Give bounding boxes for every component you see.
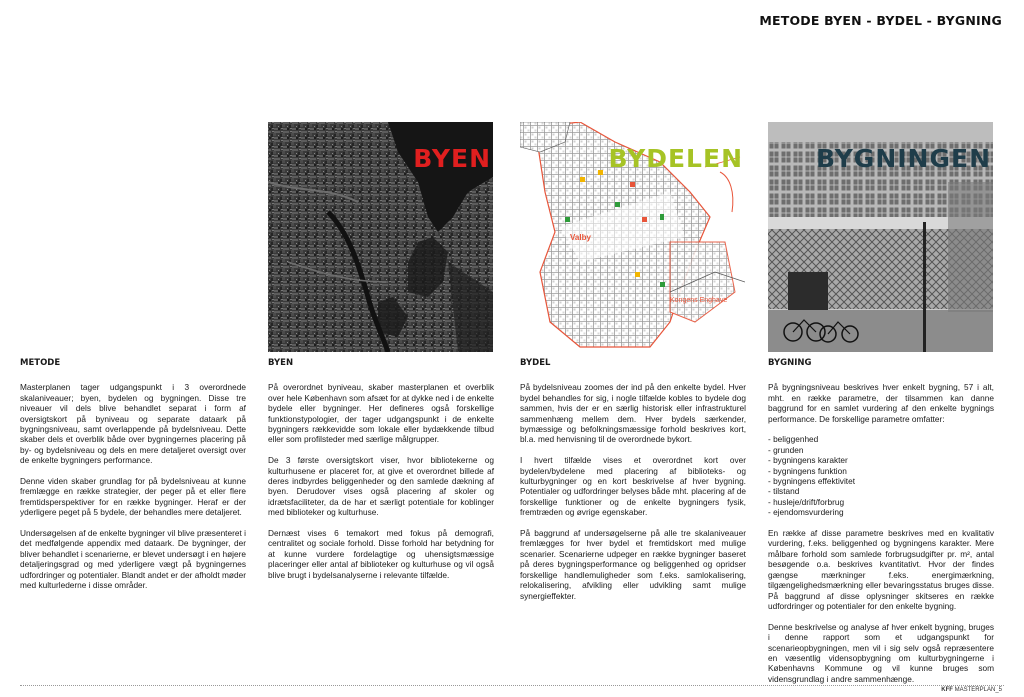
bydel-paragraph: På baggrund af undersøgelserne på alle tre skalaniveauer fremlægges for hver bydel et fremtidskort med mulige scenarier. Scenarierne udpeger en række bygninger baseret på deres bygningsperformance og beliggenhed og opridser forskellige handlemuligheder som f.eks. samlokalisering, relokalisering, afvikling eller udvikling samt mulige synergieffekter. xyxy=(520,528,746,601)
bydel-column xyxy=(520,358,746,611)
byen-heading: BYEN xyxy=(268,358,294,368)
metode-paragraph: Denne viden skaber grundlag for på bydelsniveau at kunne fremlægge en række strategier, der peger på et eller flere fremtidsperspektiver for en række bygninger. Heraf er der yderligere peget på 5 bydele, der behandles mere detaljeret. xyxy=(20,476,246,518)
bygning-intro: På bygningsniveau beskrives hver enkelt bygning, 57 i alt, mht. en række parametre, der tilsammen kan danne baggrund for en samlet vurdering af den enkelte bygnings performance. De forskellige parametre omfatter: xyxy=(768,382,994,424)
bygning-paragraph: En række af disse parametre beskrives med en kvalitativ vurdering, f.eks. beliggenhed og bygningens karakter. Mere målbare forhold som samlede forbrugsudgifter pr. m², antal besøgende o.a. beskrives kvantitativt. Hvor der findes gængse mærkninger f.eks. energimærkning, tilgængelighedsmærkning eller bevaringsstatus bruges disse. På baggrund af disse oplysninger skitseres en række udfordringer og potentialer for den enkelte bygning. xyxy=(768,528,994,611)
byen-paragraph: De 3 første oversigtskort viser, hvor bibliotekerne og kulturhusene er placeret for, at give et overordnet billede af deres indbyrdes beliggenheder og den samlede dækning af byen. Derudover vises også placering af skoler og idrætsfaciliteter, da de har et særligt potentiale for koblinger med biblioteker og kulturhuse. xyxy=(268,455,494,518)
list-item: - beliggenhed xyxy=(768,434,819,445)
bydelen-map-image xyxy=(520,122,745,352)
byen-paragraph: Dernæst vises 6 temakort med fokus på demografi, centralitet og sociale forhold. Disse forhold har betydning for at kunne vurdere fordelagtige og uhensigtsmæssige placeringer eller antal af biblioteker og kulturhuse og vil også blive brugt i bydelsanalyserne i relevante tilfælde. xyxy=(268,528,494,580)
bydel-paragraph: I hvert tilfælde vises et overordnet kort over bydelen/bydelene med placering af biblioteks- og kulturbygninger og en kort beskrivelse af hver bygning. Potentialer og udfordringer belyses både mht. placering af de forskellige funktioner og de enkelte bygningers fysik, fremtræden og øvrige egenskaber. xyxy=(520,455,746,518)
page-title: METODE BYEN - BYDEL - BYGNING xyxy=(759,13,1002,28)
bydel-heading: BYDEL xyxy=(520,358,551,368)
list-item: - ejendomsvurdering xyxy=(768,507,844,518)
byen-column xyxy=(268,358,494,590)
bygning-paragraph: Denne beskrivelse og analyse af hver enkelt bygning, bruges i denne rapport som et udgangspunkt for scenarieopbygningen, men vil i sig selv også repræsentere en væsentlig vidensopbygning om kulturbygningerne i Københavns Kommune og vil kunne bruges som vidensgrundlag i andre sammenhænge. xyxy=(768,621,994,684)
byen-aerial-image xyxy=(268,122,493,352)
kongens-enghave-map-label: Kongens Enghave xyxy=(670,297,728,304)
metode-paragraph: Masterplanen tager udgangspunkt i 3 overordnede skalaniveauer; byen, bydelen og bygningen. Disse tre niveauer vil dels blive behandlet separat i form af oversigtskort på byniveau og separate dataark på bygningsniveau, samt overlappende på bydelsniveau. Dette skaber dels et overblik både over bygningernes placering på by- og bydelsniveau og dels en mere detaljeret oversigt over de enkelte bygningers performance. xyxy=(20,382,246,466)
bygningen-image-label: BYGNINGEN xyxy=(816,144,991,173)
footer xyxy=(941,687,1002,693)
footer-page-label: MASTERPLAN_5 xyxy=(954,687,1002,693)
footer-brand: KFF xyxy=(941,687,953,693)
metode-column xyxy=(20,358,246,601)
list-item: - grunden xyxy=(768,444,804,455)
bygning-heading: BYGNING xyxy=(768,358,812,368)
bygning-parameter-list xyxy=(768,434,994,517)
bydel-paragraph: På bydelsniveau zoomes der ind på den enkelte bydel. Hver bydel behandles for sig, i nogle tilfælde kobles to bydele dog sammen, hvis der er en særlig historisk eller infrastrukturel sammenhæng mellem dem. Hver bydels særkender, bymæssige og befolkningsmæssige forhold beskrives kort, bl.a. med henvisning til de overordnede bykort. xyxy=(520,382,746,445)
byen-paragraph: På overordnet byniveau, skaber masterplanen et overblik over hele København som afsæt for at dykke ned i de enkelte bydele eller bygninger. Her defineres også forskellige funktionstypologier, der tager udgangspunkt i de enkelte bygningers rækkevidde som lokale eller bydækkende tilbud eller som profilsteder med særlige målgrupper. xyxy=(268,382,494,445)
list-item: - bygningens funktion xyxy=(768,465,847,476)
list-item: - bygningens karakter xyxy=(768,455,848,466)
valby-map-label: Valby xyxy=(570,233,591,242)
list-item: - bygningens effektivitet xyxy=(768,476,856,487)
bygning-column xyxy=(768,358,994,695)
metode-heading: METODE xyxy=(20,358,61,368)
bygningen-photo-image xyxy=(768,122,993,352)
footer-divider xyxy=(20,685,1004,686)
metode-paragraph: Undersøgelsen af de enkelte bygninger vil blive præsenteret i det medfølgende appendix med dataark. De bygninger, der bliver behandlet i scenarierne, er blevet undersøgt i en højere detaljeringsgrad og med yderligere vægt på bygningernes udfordringer og potentialer. Blandt andet er der afholdt møder med kulturlederne i disse områder. xyxy=(20,528,246,591)
list-item: - husleje/drift/forbrug xyxy=(768,496,845,507)
list-item: - tilstand xyxy=(768,486,800,497)
byen-image-label: BYEN xyxy=(413,144,491,173)
bydelen-image-label: BYDELEN xyxy=(608,144,743,173)
